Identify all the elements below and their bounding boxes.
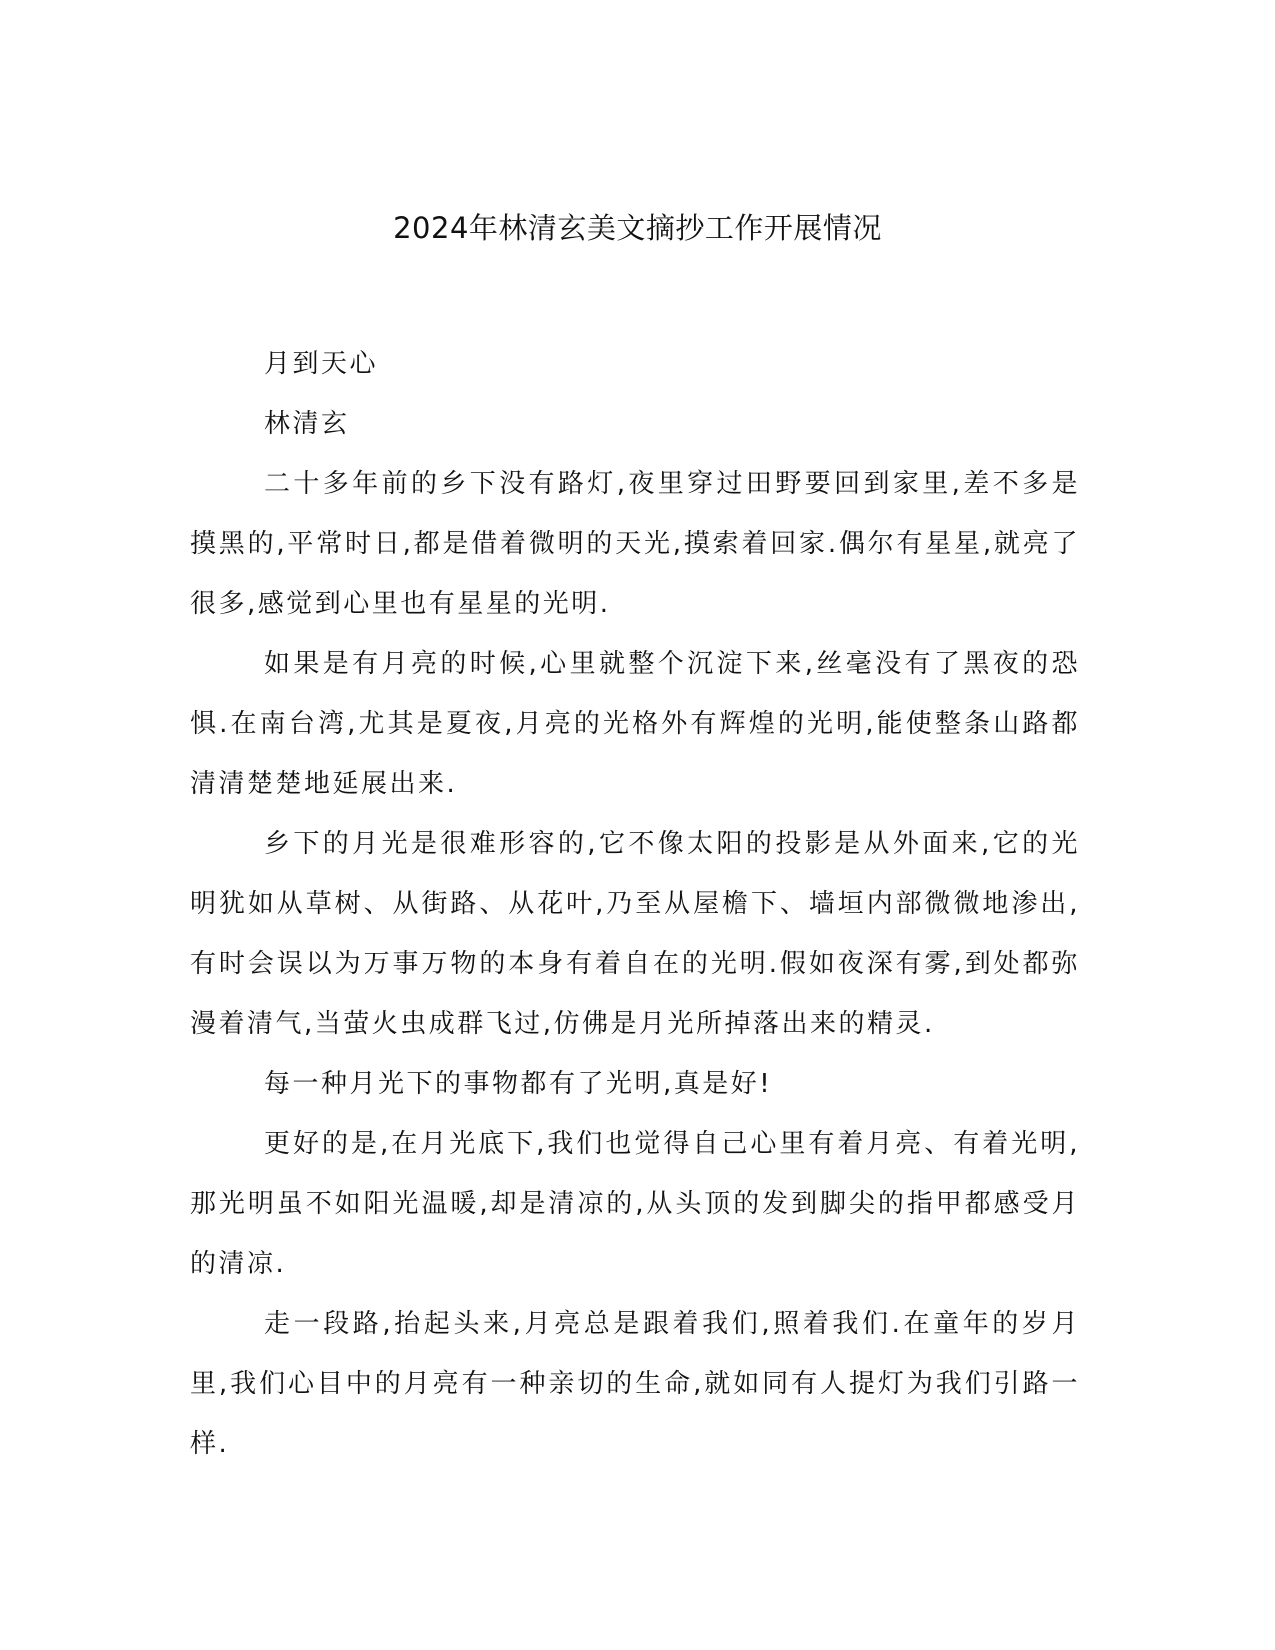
paragraph: 每一种月光下的事物都有了光明,真是好! (264, 1069, 773, 1099)
document-body (190, 334, 1080, 1474)
paragraph: 走一段路,抬起头来,月亮总是跟着我们,照着我们.在童年的岁月里,我们心目中的月亮有一种亲切的生命,就如同有人提灯为我们引路一样. (190, 1309, 1080, 1459)
paragraph: 更好的是,在月光底下,我们也觉得自己心里有着月亮、有着光明,那光明虽不如阳光温暖,却是清凉的,从头顶的发到脚尖的指甲都感受月的清凉. (190, 1129, 1080, 1279)
paragraph: 乡下的月光是很难形容的,它不像太阳的投影是从外面来,它的光明犹如从草树、从街路、从花叶,乃至从屋檐下、墙垣内部微微地渗出,有时会误以为万事万物的本身有着自在的光明.假如夜深有雾,到处都弥漫着清气,当萤火虫成群飞过,仿佛是月光所掉落出来的精灵. (190, 829, 1080, 1039)
essay-title: 月到天心 (264, 349, 379, 379)
essay-author: 林清玄 (264, 409, 350, 439)
paragraph: 如果是有月亮的时候,心里就整个沉淀下来,丝毫没有了黑夜的恐惧.在南台湾,尤其是夏夜,月亮的光格外有辉煌的光明,能使整条山路都清清楚楚地延展出来. (190, 649, 1080, 799)
document-title: 2024年林清玄美文摘抄工作开展情况 (393, 211, 882, 245)
paragraph: 二十多年前的乡下没有路灯,夜里穿过田野要回到家里,差不多是摸黑的,平常时日,都是借着微明的天光,摸索着回家.偶尔有星星,就亮了很多,感觉到心里也有星星的光明. (190, 469, 1080, 619)
